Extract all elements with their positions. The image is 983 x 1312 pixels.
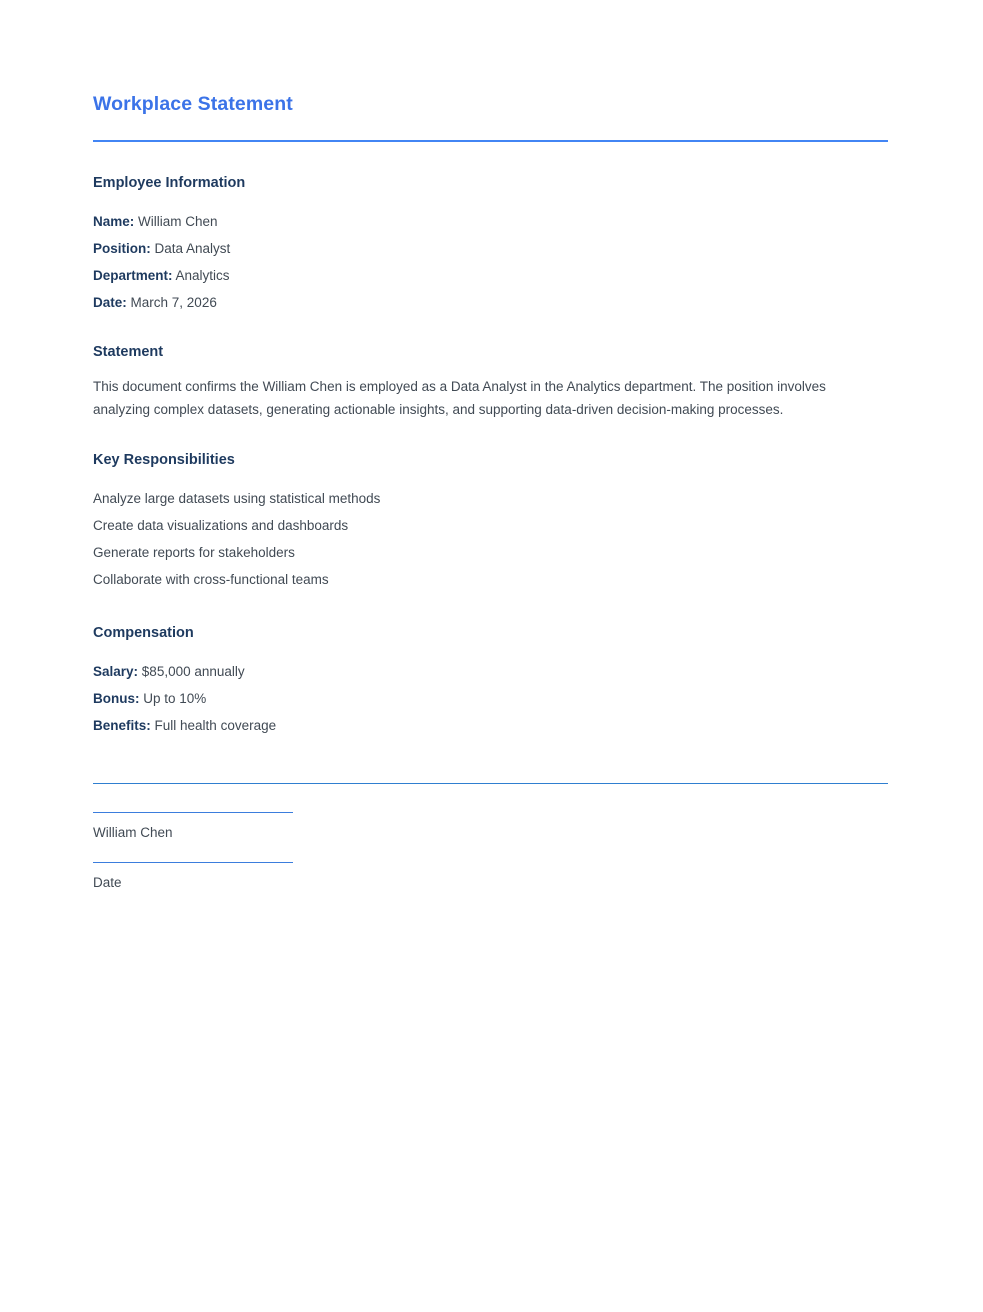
section-key-responsibilities	[93, 451, 888, 593]
list-item: Analyze large datasets using statistical methods	[93, 490, 381, 506]
field-date-value: March 7, 2026	[130, 295, 217, 311]
field-name	[93, 208, 888, 235]
signature-group-date	[93, 862, 888, 892]
field-salary-value: $85,000 annually	[141, 663, 245, 679]
page-title: Workplace Statement	[93, 93, 293, 115]
field-benefits-label: Benefits:	[93, 717, 151, 733]
field-position-label: Position:	[93, 241, 151, 257]
field-position	[93, 235, 888, 262]
field-department	[93, 262, 888, 289]
field-benefits-value: Full health coverage	[154, 717, 277, 733]
field-salary	[93, 658, 888, 685]
signature-label-name: William Chen	[93, 824, 173, 840]
section-compensation	[93, 624, 888, 739]
signature-line-name[interactable]	[93, 812, 293, 813]
key-responsibilities-list	[93, 485, 888, 593]
signature-line-date[interactable]	[93, 862, 293, 863]
list-item: Create data visualizations and dashboards	[93, 517, 349, 533]
section-statement	[93, 343, 888, 421]
employee-information-list	[93, 208, 888, 316]
compensation-list	[93, 658, 888, 739]
signature-section-divider	[93, 783, 888, 784]
field-department-label: Department:	[93, 268, 173, 284]
title-divider	[93, 140, 888, 142]
statement-paragraph: This document confirms the William Chen is employed as a Data Analyst in the Analytics department. The position involves analyzing complex datasets, generating actionable insights, and supporting data-driven decision-making processes.	[93, 379, 826, 417]
section-heading-employee-information: Employee Information	[93, 175, 246, 192]
section-employee-information	[93, 174, 888, 316]
field-name-value: William Chen	[138, 214, 218, 230]
list-item: Collaborate with cross-functional teams	[93, 571, 329, 587]
section-heading-key-responsibilities: Key Responsibilities	[93, 452, 235, 469]
field-date	[93, 289, 888, 316]
signature-block	[93, 783, 888, 892]
signature-group-name	[93, 812, 888, 842]
field-position-value: Data Analyst	[154, 241, 231, 257]
signature-label-date: Date	[93, 874, 122, 890]
list-item: Generate reports for stakeholders	[93, 544, 295, 560]
field-department-value: Analytics	[175, 268, 230, 284]
field-salary-label: Salary:	[93, 663, 139, 679]
section-heading-statement: Statement	[93, 344, 164, 361]
field-bonus	[93, 685, 888, 712]
field-name-label: Name:	[93, 214, 135, 230]
field-bonus-label: Bonus:	[93, 690, 140, 706]
field-date-label: Date:	[93, 295, 127, 311]
section-heading-compensation: Compensation	[93, 624, 194, 641]
field-bonus-value: Up to 10%	[143, 690, 207, 706]
field-benefits	[93, 712, 888, 739]
